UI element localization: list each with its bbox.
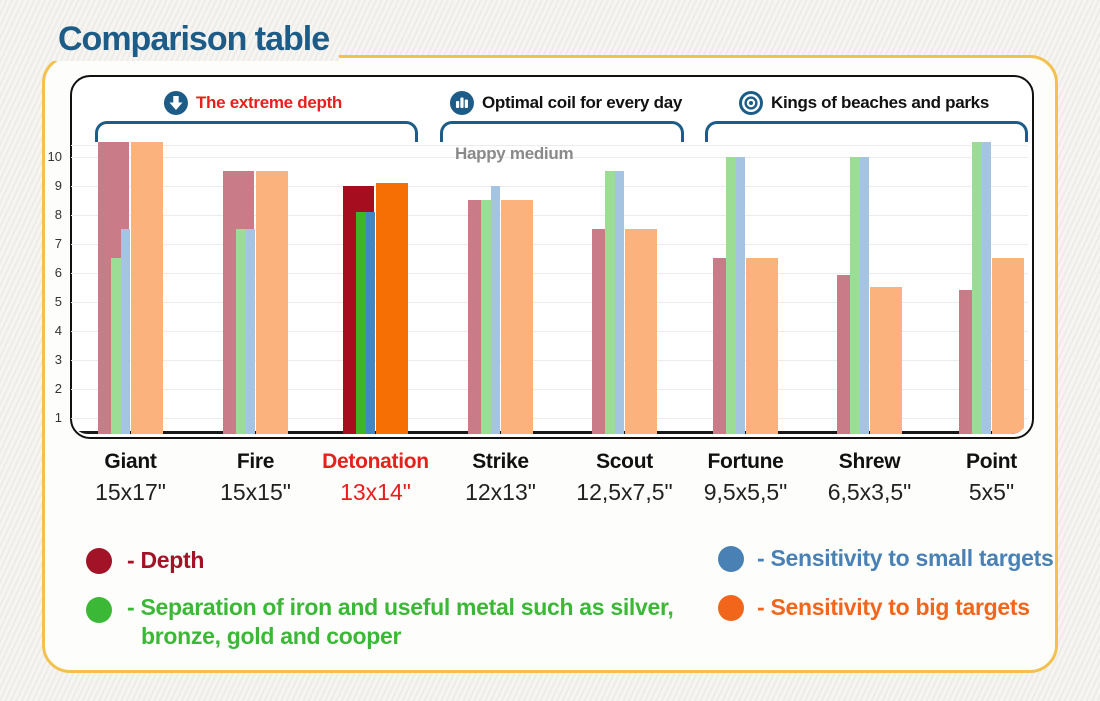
- bracket-optimal-coil: [440, 121, 684, 142]
- bar-scout-separation: [605, 171, 615, 434]
- product-label-scout: [555, 450, 695, 506]
- bar-fortune-separation: [726, 157, 736, 435]
- bar-fire-separation: [236, 229, 246, 434]
- y-tick-1: 1: [54, 410, 62, 425]
- category-header-kings-of-beaches: [739, 91, 989, 115]
- product-name: Fortune: [707, 450, 784, 473]
- legend-text-line2: bronze, gold and cooper: [141, 623, 402, 649]
- category-label: Kings of beaches and parks: [771, 93, 989, 112]
- bar-giant-separation: [111, 258, 121, 434]
- y-tick-7: 7: [54, 236, 62, 251]
- y-tick-3: 3: [54, 352, 62, 367]
- bar-giant-big: [131, 142, 163, 434]
- y-tick-6: 6: [54, 265, 62, 280]
- product-label-fire: [186, 450, 326, 506]
- product-name: Giant: [104, 450, 157, 473]
- category-header-optimal-coil: [450, 91, 682, 115]
- gridline: [71, 244, 1028, 245]
- bar-detonation-big: [376, 183, 408, 434]
- legend-dot-separation: [86, 597, 112, 623]
- bar-point-big: [992, 258, 1024, 434]
- y-tick-4: 4: [54, 323, 62, 338]
- legend-text: - Sensitivity to small targets: [757, 545, 1054, 571]
- product-label-detonation: [306, 450, 446, 506]
- product-size: 15x17": [95, 479, 166, 505]
- y-tick-5: 5: [54, 294, 62, 309]
- product-label-shrew: [800, 450, 940, 506]
- bullseye-icon: [739, 91, 763, 115]
- legend-dot-small-targets: [718, 546, 744, 572]
- product-label-point: [922, 450, 1062, 506]
- bar-shrew-separation: [850, 157, 860, 435]
- bar-strike-small: [491, 186, 500, 435]
- product-name: Strike: [472, 450, 529, 473]
- legend-text: - Depth: [127, 547, 205, 573]
- y-tick-10: 10: [47, 149, 62, 164]
- bar-detonation-small: [366, 212, 375, 434]
- y-tick-8: 8: [54, 207, 62, 222]
- legend-text: - Sensitivity to big targets: [757, 594, 1030, 620]
- y-tick-9: 9: [54, 178, 62, 193]
- bar-detonation-separation: [356, 212, 366, 434]
- legend-dot-big-targets: [718, 595, 744, 621]
- legend-label-separation: [127, 593, 673, 651]
- legend-label-depth: [127, 546, 204, 575]
- product-name: Point: [966, 450, 1017, 473]
- bar-shrew-big: [870, 287, 902, 434]
- happy-medium-annotation: Happy medium: [455, 144, 574, 163]
- bar-fire-small: [246, 229, 255, 434]
- legend-dot-depth: [86, 548, 112, 574]
- bar-scout-small: [615, 171, 624, 434]
- legend-label-small-targets: [757, 544, 1053, 573]
- bar-scout-big: [625, 229, 657, 434]
- product-name: Shrew: [838, 450, 901, 473]
- product-size: 12,5x7,5": [576, 479, 673, 505]
- product-size: 6,5x3,5": [827, 479, 912, 505]
- bar-strike-separation: [481, 200, 491, 434]
- product-size: 15x15": [220, 479, 291, 505]
- product-size: 9,5x5,5": [703, 479, 788, 505]
- y-tick-2: 2: [54, 381, 62, 396]
- product-label-strike: [431, 450, 571, 506]
- page-title: Comparison table: [52, 18, 339, 61]
- product-label-fortune: [676, 450, 816, 506]
- bracket-kings-of-beaches: [705, 121, 1028, 142]
- product-label-giant: [61, 450, 201, 506]
- bracket-extreme-depth: [95, 121, 418, 142]
- gridline: [71, 215, 1028, 216]
- product-size: 13x14": [340, 479, 411, 505]
- product-name: Fire: [236, 450, 275, 473]
- bar-fire-big: [256, 171, 288, 434]
- bar-fortune-big: [746, 258, 778, 434]
- bar-fortune-small: [736, 157, 745, 435]
- gridline: [71, 186, 1028, 187]
- gridline: [71, 273, 1028, 274]
- category-label: The extreme depth: [195, 93, 343, 112]
- product-size: 5x5": [968, 479, 1015, 505]
- product-size: 12x13": [465, 479, 536, 505]
- category-header-extreme-depth: [164, 91, 342, 115]
- bar-point-separation: [972, 142, 982, 434]
- legend-text: - Separation of iron and useful metal such as silver,: [127, 594, 674, 620]
- product-name: Scout: [596, 450, 653, 473]
- down-arrow-icon: [164, 91, 188, 115]
- legend-label-big-targets: [757, 593, 1030, 622]
- product-name: Detonation: [322, 450, 429, 473]
- bar-strike-big: [501, 200, 533, 434]
- bar-chart-icon: [450, 91, 474, 115]
- bar-giant-small: [121, 229, 130, 434]
- bar-shrew-small: [860, 157, 869, 435]
- category-label: Optimal coil for every day: [481, 93, 683, 112]
- bar-point-small: [982, 142, 991, 434]
